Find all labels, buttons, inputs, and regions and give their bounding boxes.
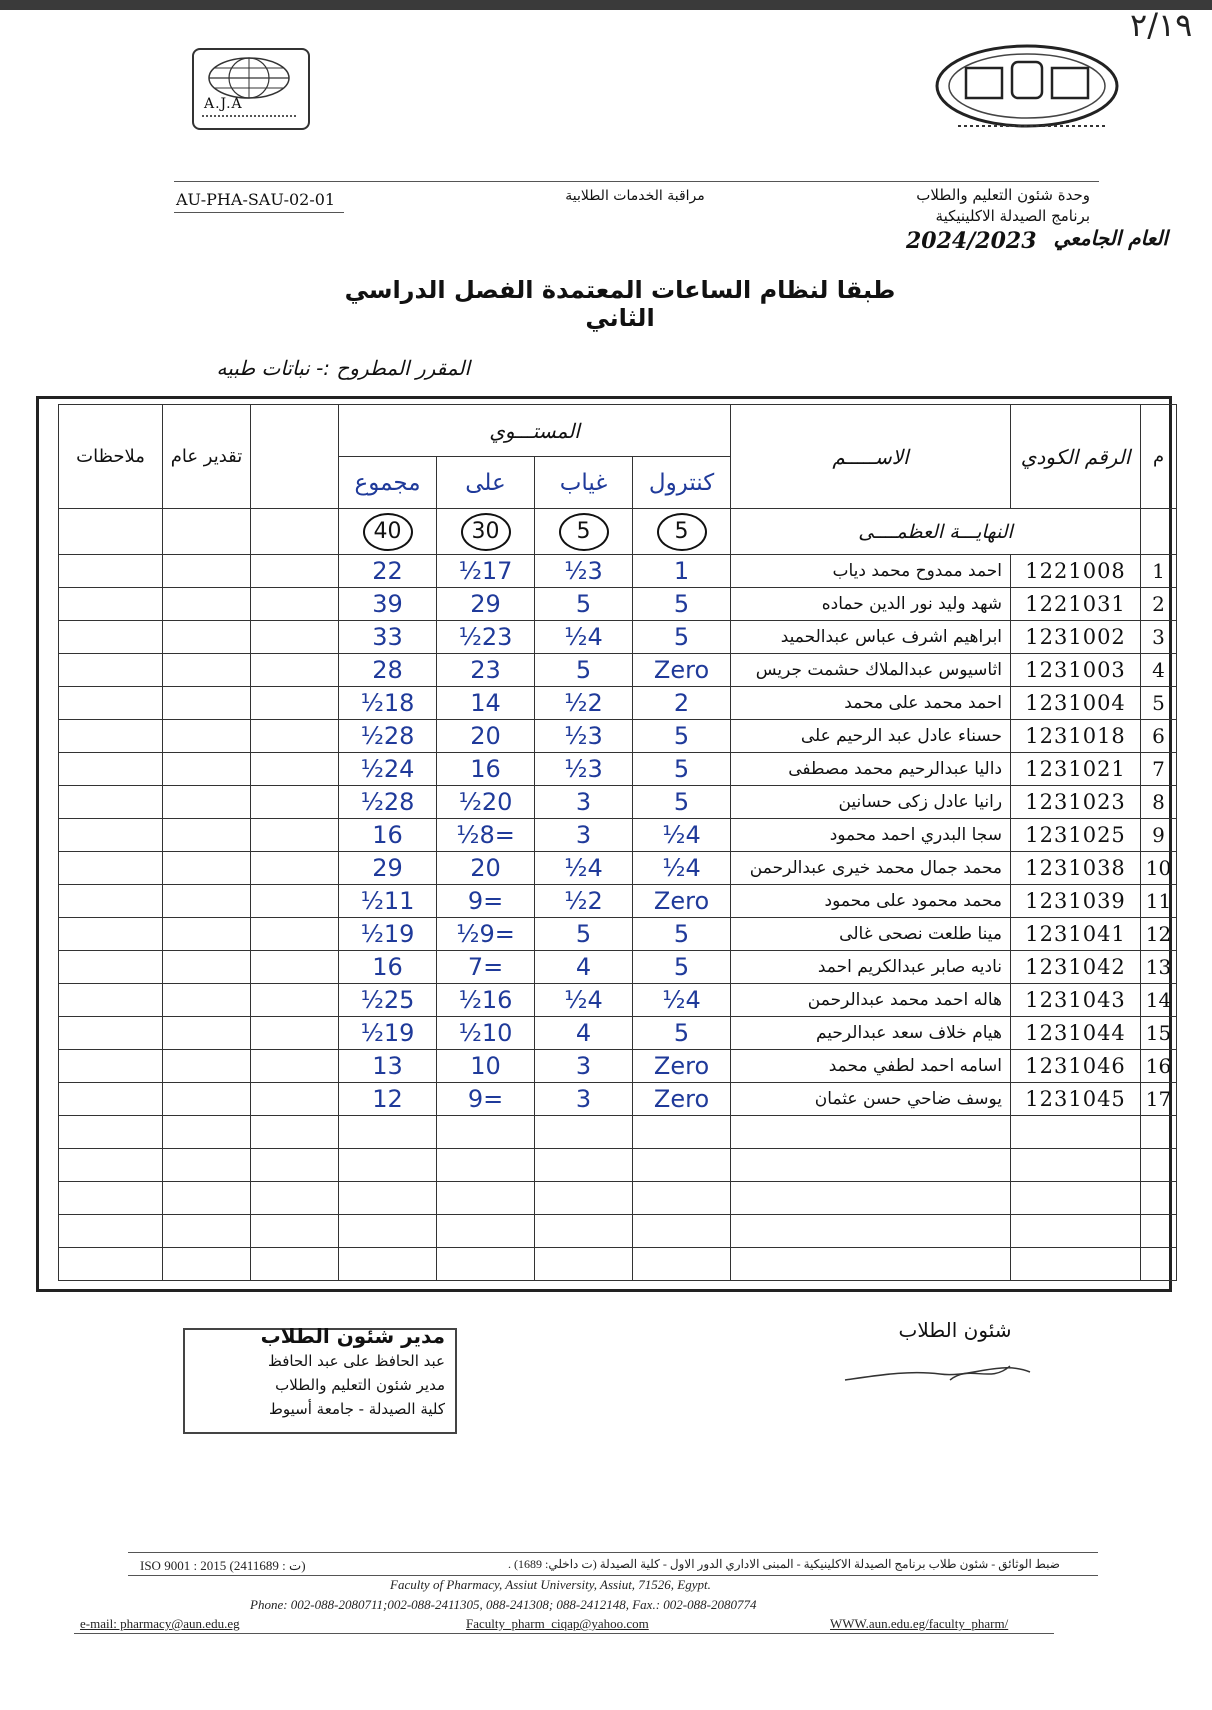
empty-cell: [339, 1182, 437, 1215]
footer-address: Faculty of Pharmacy, Assiut University, Assiut, 71526, Egypt.: [390, 1577, 711, 1592]
score-oral: =9½: [437, 918, 535, 951]
score-absence: 2½: [535, 687, 633, 720]
empty-cell: [59, 1248, 163, 1281]
empty-cell: [59, 687, 163, 720]
score-oral: 29: [437, 588, 535, 621]
row-number: 1: [1141, 555, 1177, 588]
code-underline: [174, 212, 344, 213]
col-code: الرقم الكودي: [1011, 405, 1141, 509]
max-score-label: النهايـــة العظمــــى: [731, 509, 1141, 555]
student-name: رانيا عادل زكى حسانين: [731, 786, 1011, 819]
footer-email-yahoo: Faculty_pharm_ciqap@yahoo.com: [466, 1616, 649, 1631]
score-control: 5: [633, 951, 731, 984]
header-rule: [174, 181, 1099, 182]
student-code: 1231038: [1011, 852, 1141, 885]
score-control: 4½: [633, 852, 731, 885]
empty-cell: [59, 786, 163, 819]
empty-cell: [163, 918, 251, 951]
empty-cell: [535, 1182, 633, 1215]
score-control: 4½: [633, 984, 731, 1017]
student-code: 1231018: [1011, 720, 1141, 753]
student-code: 1221031: [1011, 588, 1141, 621]
empty-cell: [163, 951, 251, 984]
score-oral: 20: [437, 852, 535, 885]
row-number: 15: [1141, 1017, 1177, 1050]
score-absence: 4½: [535, 852, 633, 885]
score-control: 5: [633, 720, 731, 753]
score-total: 18½: [339, 687, 437, 720]
table-row: [59, 819, 1177, 852]
max-oral: 30: [461, 513, 511, 551]
footer-rule-bottom: [74, 1633, 1054, 1634]
empty-cell: [251, 1050, 339, 1083]
footer-iso: ISO 9001 : 2015 (2411689 : ت): [140, 1558, 306, 1573]
score-total: 16: [339, 819, 437, 852]
table-row: [59, 984, 1177, 1017]
stamp-line2: مدير شئون التعليم والطلاب: [275, 1376, 445, 1394]
score-control: Zero: [633, 654, 731, 687]
empty-cell: [1141, 1149, 1177, 1182]
empty-cell: [1011, 1149, 1141, 1182]
empty-cell: [1141, 1248, 1177, 1281]
empty-cell: [163, 1050, 251, 1083]
row-number: 6: [1141, 720, 1177, 753]
empty-cell: [251, 1182, 339, 1215]
empty-cell: [163, 885, 251, 918]
table-row: [59, 951, 1177, 984]
score-absence: 4½: [535, 621, 633, 654]
empty-cell: [59, 1116, 163, 1149]
empty-cell: [251, 555, 339, 588]
empty-cell: [59, 654, 163, 687]
empty-cell: [59, 1083, 163, 1116]
empty-cell: [251, 1116, 339, 1149]
empty-cell: [163, 1116, 251, 1149]
empty-cell: [731, 1182, 1011, 1215]
score-oral: 23: [437, 654, 535, 687]
max-control: 5: [657, 513, 707, 551]
empty-cell: [59, 951, 163, 984]
empty-cell: [339, 1248, 437, 1281]
student-name: شهد وليد نور الدين حماده: [731, 588, 1011, 621]
score-total: 33: [339, 621, 437, 654]
empty-row: [59, 1215, 1177, 1248]
row-number: 9: [1141, 819, 1177, 852]
score-total: 24½: [339, 753, 437, 786]
score-absence: 5: [535, 918, 633, 951]
empty-cell: [163, 753, 251, 786]
empty-cell: [535, 1149, 633, 1182]
unit-name: وحدة شئون التعليم والطلاب: [916, 186, 1090, 204]
empty-cell: [251, 1248, 339, 1281]
score-oral: 16½: [437, 984, 535, 1017]
footer-email: e-mail: pharmacy@aun.edu.eg: [80, 1616, 240, 1631]
row-number: 7: [1141, 753, 1177, 786]
table-row: [59, 720, 1177, 753]
score-oral: 10: [437, 1050, 535, 1083]
score-total: 13: [339, 1050, 437, 1083]
col-blank: [251, 405, 339, 509]
empty-cell: [251, 1083, 339, 1116]
empty-cell: [251, 918, 339, 951]
score-absence: 4: [535, 1017, 633, 1050]
col-num: م: [1141, 405, 1177, 509]
score-oral: =9: [437, 885, 535, 918]
empty-cell: [163, 654, 251, 687]
signature-mark: [840, 1350, 1040, 1390]
row-number: 17: [1141, 1083, 1177, 1116]
empty-cell: [59, 918, 163, 951]
empty-cell: [251, 753, 339, 786]
student-name: هيام خلاف سعد عبدالرحيم: [731, 1017, 1011, 1050]
empty-cell: [59, 555, 163, 588]
max-absence: 5: [559, 513, 609, 551]
student-name: ناديه صابر عبدالكريم احمد: [731, 951, 1011, 984]
score-total: 28½: [339, 786, 437, 819]
row-number: 4: [1141, 654, 1177, 687]
score-absence: 3: [535, 1083, 633, 1116]
empty-cell: [59, 1149, 163, 1182]
empty-cell: [1011, 1116, 1141, 1149]
table-row: [59, 852, 1177, 885]
student-code: 1231039: [1011, 885, 1141, 918]
empty-cell: [251, 621, 339, 654]
empty-cell: [1011, 1215, 1141, 1248]
score-total: 22: [339, 555, 437, 588]
student-code: 1231023: [1011, 786, 1141, 819]
student-code: 1231042: [1011, 951, 1141, 984]
col-absence: غياب: [535, 457, 633, 509]
score-total: 28½: [339, 720, 437, 753]
col-name: الاســـــم: [731, 405, 1011, 509]
empty-cell: [731, 1149, 1011, 1182]
score-oral: 20: [437, 720, 535, 753]
empty-cell: [59, 1182, 163, 1215]
empty-cell: [339, 1116, 437, 1149]
score-total: 19½: [339, 1017, 437, 1050]
score-control: 4½: [633, 819, 731, 852]
score-oral: 14: [437, 687, 535, 720]
empty-cell: [633, 1215, 731, 1248]
empty-cell: [339, 1215, 437, 1248]
score-oral: =9: [437, 1083, 535, 1116]
empty-cell: [731, 1116, 1011, 1149]
table-row: [59, 918, 1177, 951]
empty-cell: [1141, 1182, 1177, 1215]
page-mark: ٢/١٩: [1130, 6, 1193, 44]
empty-cell: [535, 1215, 633, 1248]
empty-cell: [251, 1215, 339, 1248]
empty-cell: [251, 885, 339, 918]
footer-website: WWW.aun.edu.eg/faculty_pharm/: [830, 1616, 1009, 1631]
table-row: [59, 1050, 1177, 1083]
empty-cell: [251, 588, 339, 621]
row-number: 16: [1141, 1050, 1177, 1083]
student-code: 1231045: [1011, 1083, 1141, 1116]
empty-cell: [163, 1149, 251, 1182]
score-total: 29: [339, 852, 437, 885]
stamp-line1: عبد الحافظ على عبد الحافظ: [268, 1352, 445, 1370]
row-number: 5: [1141, 687, 1177, 720]
empty-cell: [251, 852, 339, 885]
empty-row: [59, 1248, 1177, 1281]
score-control: 5: [633, 753, 731, 786]
score-total: 19½: [339, 918, 437, 951]
monitoring-office: مراقبة الخدمات الطلابية: [565, 188, 705, 204]
score-absence: 2½: [535, 885, 633, 918]
empty-cell: [59, 885, 163, 918]
empty-cell: [59, 1017, 163, 1050]
empty-cell: [163, 1017, 251, 1050]
col-control: كنترول: [633, 457, 731, 509]
student-name: حسناء عادل عبد الرحيم على: [731, 720, 1011, 753]
row-number: 13: [1141, 951, 1177, 984]
row-number: 10: [1141, 852, 1177, 885]
footer-rule-top: [128, 1552, 1098, 1553]
student-name: مينا طلعت نصحى غالى: [731, 918, 1011, 951]
empty-row: [59, 1182, 1177, 1215]
col-notes: ملاحظات: [59, 405, 163, 509]
student-name: احمد محمد على محمد: [731, 687, 1011, 720]
score-total: 25½: [339, 984, 437, 1017]
score-absence: 3½: [535, 753, 633, 786]
empty-cell: [59, 753, 163, 786]
student-name: سجا البدري احمد محمود: [731, 819, 1011, 852]
academic-year-label: العام الجامعي: [1053, 226, 1168, 250]
score-absence: 5: [535, 654, 633, 687]
score-absence: 3: [535, 1050, 633, 1083]
score-control: 5: [633, 786, 731, 819]
aja-logo: [192, 48, 310, 130]
student-name: اثاسيوس عبدالملاك حشمت جريس: [731, 654, 1011, 687]
empty-cell: [163, 1248, 251, 1281]
empty-cell: [535, 1116, 633, 1149]
empty-cell: [163, 1215, 251, 1248]
table-row: [59, 1017, 1177, 1050]
course-name: المقرر المطروح :- نباتات طبيه: [216, 356, 470, 380]
student-name: محمد جمال محمد خيرى عبدالرحمن: [731, 852, 1011, 885]
score-control: Zero: [633, 1083, 731, 1116]
empty-cell: [251, 1149, 339, 1182]
score-total: 39: [339, 588, 437, 621]
stamp-title: مدير شئون الطلاب: [260, 1324, 445, 1348]
grades-table: [58, 404, 1176, 1288]
empty-cell: [163, 588, 251, 621]
table-row: [59, 687, 1177, 720]
table-row: [59, 555, 1177, 588]
footer-rule-mid: [128, 1575, 1098, 1576]
empty-cell: [339, 1149, 437, 1182]
table-row: [59, 1083, 1177, 1116]
empty-cell: [633, 1248, 731, 1281]
program-name: برنامج الصيدلة الاكلينيكية: [935, 207, 1090, 225]
student-name: محمد محمود على محمود: [731, 885, 1011, 918]
empty-cell: [59, 852, 163, 885]
empty-cell: [437, 1116, 535, 1149]
page-title: طبقا لنظام الساعات المعتمدة الفصل الدراسي الثاني: [344, 276, 896, 332]
empty-cell: [59, 1050, 163, 1083]
scan-top-edge: [0, 0, 1212, 10]
score-absence: 3½: [535, 720, 633, 753]
score-total: 16: [339, 951, 437, 984]
empty-cell: [251, 720, 339, 753]
official-stamp: [183, 1324, 457, 1434]
empty-cell: [163, 687, 251, 720]
student-code: 1231044: [1011, 1017, 1141, 1050]
score-control: 2: [633, 687, 731, 720]
empty-cell: [163, 621, 251, 654]
empty-cell: [251, 687, 339, 720]
empty-cell: [535, 1248, 633, 1281]
empty-cell: [731, 1215, 1011, 1248]
table-row: [59, 786, 1177, 819]
student-code: 1231043: [1011, 984, 1141, 1017]
score-control: 5: [633, 1017, 731, 1050]
empty-cell: [163, 786, 251, 819]
col-level: المستـــوي: [339, 405, 731, 457]
empty-cell: [163, 555, 251, 588]
empty-cell: [59, 621, 163, 654]
academic-year-value: 2024/2023: [906, 228, 1037, 254]
table-row: [59, 588, 1177, 621]
form-code: AU-PHA-SAU-02-01: [176, 190, 336, 209]
aja-logo-text: A.J.A: [204, 96, 243, 112]
empty-cell: [251, 951, 339, 984]
empty-cell: [437, 1182, 535, 1215]
table-row: [59, 753, 1177, 786]
student-code: 1231021: [1011, 753, 1141, 786]
score-absence: 4½: [535, 984, 633, 1017]
student-code: 1231025: [1011, 819, 1141, 852]
score-control: 5: [633, 588, 731, 621]
col-oral: على: [437, 457, 535, 509]
university-logo: [928, 40, 1126, 136]
empty-row: [59, 1116, 1177, 1149]
score-oral: 10½: [437, 1017, 535, 1050]
score-control: Zero: [633, 1050, 731, 1083]
row-number: 11: [1141, 885, 1177, 918]
student-affairs-label: شئون الطلاب: [898, 1318, 1012, 1342]
score-oral: 16: [437, 753, 535, 786]
empty-cell: [633, 1116, 731, 1149]
student-name: ابراهيم اشرف عباس عبدالحميد: [731, 621, 1011, 654]
score-control: 5: [633, 918, 731, 951]
empty-cell: [731, 1248, 1011, 1281]
score-control: 1: [633, 555, 731, 588]
student-name: احمد ممدوح محمد دياب: [731, 555, 1011, 588]
student-name: اسامه احمد لطفي محمد: [731, 1050, 1011, 1083]
footer-doc-control: ضبط الوثائق - شئون طلاب برنامج الصيدلة الاكلينيكية - المبنى الاداري الدور الاول - كلية الصيدلة (ت داخلي: 1689) .: [508, 1557, 1060, 1571]
row-number: 2: [1141, 588, 1177, 621]
row-number: 3: [1141, 621, 1177, 654]
student-name: داليا عبدالرحيم محمد مصطفى: [731, 753, 1011, 786]
empty-cell: [633, 1149, 731, 1182]
student-name: يوسف ضاحي حسن عثمان: [731, 1083, 1011, 1116]
score-oral: 20½: [437, 786, 535, 819]
empty-row: [59, 1149, 1177, 1182]
score-oral: =7: [437, 951, 535, 984]
empty-cell: [163, 1182, 251, 1215]
empty-cell: [251, 786, 339, 819]
student-code: 1221008: [1011, 555, 1141, 588]
score-oral: 17½: [437, 555, 535, 588]
empty-cell: [251, 984, 339, 1017]
score-total: 28: [339, 654, 437, 687]
student-code: 1231002: [1011, 621, 1141, 654]
student-code: 1231046: [1011, 1050, 1141, 1083]
globe-icon: [194, 50, 304, 124]
empty-cell: [163, 852, 251, 885]
score-oral: =8½: [437, 819, 535, 852]
stamp-line3: كلية الصيدلة - جامعة أسيوط: [269, 1400, 445, 1418]
empty-cell: [437, 1248, 535, 1281]
row-number: 14: [1141, 984, 1177, 1017]
empty-cell: [59, 588, 163, 621]
student-name: هاله احمد محمد عبدالرحمن: [731, 984, 1011, 1017]
empty-cell: [59, 720, 163, 753]
score-absence: 3: [535, 786, 633, 819]
score-absence: 3: [535, 819, 633, 852]
empty-cell: [1011, 1248, 1141, 1281]
empty-cell: [437, 1149, 535, 1182]
empty-cell: [1011, 1182, 1141, 1215]
score-total: 12: [339, 1083, 437, 1116]
empty-cell: [1141, 1116, 1177, 1149]
score-control: 5: [633, 621, 731, 654]
empty-cell: [163, 1083, 251, 1116]
student-code: 1231041: [1011, 918, 1141, 951]
col-grade: تقدير عام: [163, 405, 251, 509]
student-code: 1231004: [1011, 687, 1141, 720]
empty-cell: [59, 819, 163, 852]
table-row: [59, 621, 1177, 654]
empty-cell: [633, 1182, 731, 1215]
row-number: 8: [1141, 786, 1177, 819]
empty-cell: [1141, 1215, 1177, 1248]
score-absence: 4: [535, 951, 633, 984]
col-total: مجموع: [339, 457, 437, 509]
score-control: Zero: [633, 885, 731, 918]
empty-cell: [251, 819, 339, 852]
score-total: 11½: [339, 885, 437, 918]
score-absence: 3½: [535, 555, 633, 588]
empty-cell: [251, 654, 339, 687]
table-row: [59, 654, 1177, 687]
empty-cell: [163, 819, 251, 852]
score-absence: 5: [535, 588, 633, 621]
max-total: 40: [363, 513, 413, 551]
row-number: 12: [1141, 918, 1177, 951]
empty-cell: [437, 1215, 535, 1248]
empty-cell: [163, 720, 251, 753]
score-oral: 23½: [437, 621, 535, 654]
student-code: 1231003: [1011, 654, 1141, 687]
table-row: [59, 885, 1177, 918]
empty-cell: [251, 1017, 339, 1050]
empty-cell: [59, 984, 163, 1017]
empty-cell: [163, 984, 251, 1017]
footer-phone: Phone: 002-088-2080711;002-088-2411305, 088-241308; 088-2412148, Fax.: 002-088-2080774: [250, 1597, 757, 1612]
empty-cell: [59, 1215, 163, 1248]
